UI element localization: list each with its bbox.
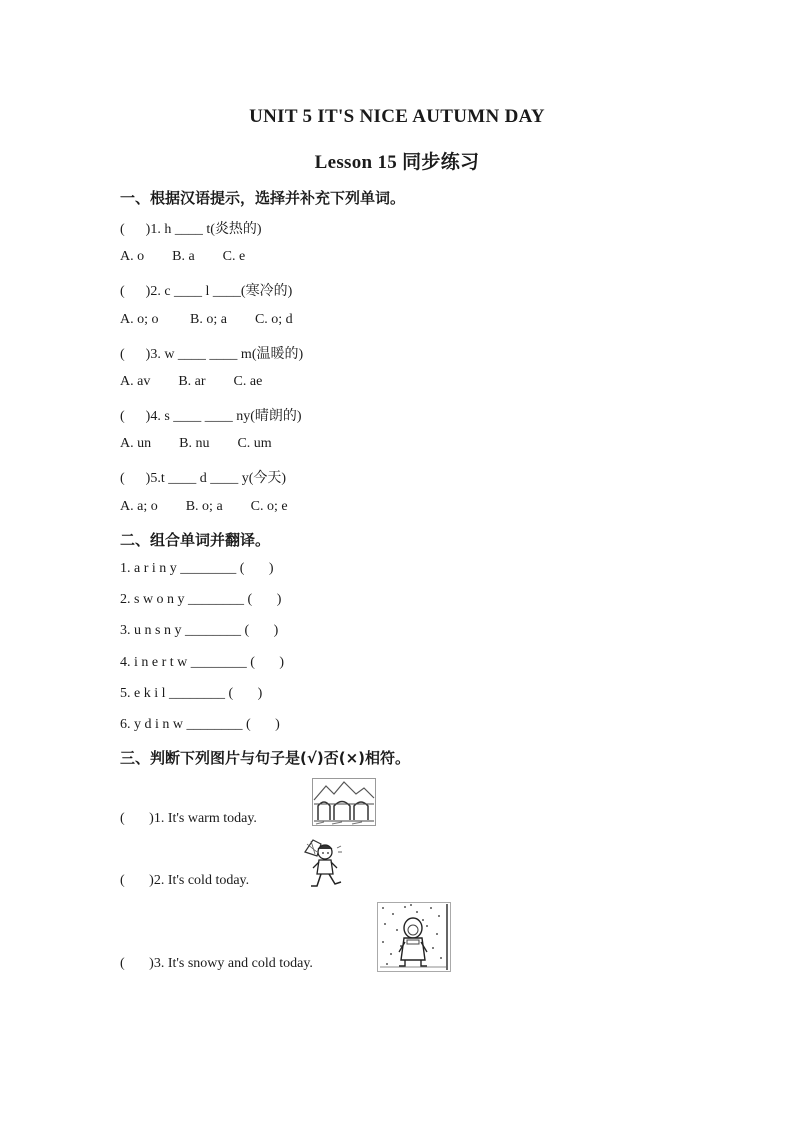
unscramble-item-3: 3. u n s n y ________ ( )	[120, 623, 279, 638]
question-3: ( )3. w ____ ____ m(温暖的)	[120, 347, 304, 362]
judge-item-2: ( )2. It's cold today.	[120, 873, 250, 888]
question-4: ( )4. s ____ ____ ny(晴朗的)	[120, 409, 302, 424]
cold-boy-icon	[301, 838, 345, 890]
unscramble-item-4: 4. i n e r t w ________ ( )	[120, 655, 285, 670]
unscramble-item-5: 5. e k i l ________ ( )	[120, 686, 263, 701]
options-3: A. av B. ar C. ae	[120, 374, 263, 389]
section-3-heading: 三、判断下列图片与句子是(√)否(×)相符。	[120, 749, 410, 767]
snowy-child-icon	[377, 902, 451, 972]
warm-scene-icon	[312, 778, 376, 826]
judge-item-3: ( )3. It's snowy and cold today.	[120, 956, 313, 971]
unscramble-item-6: 6. y d i n w ________ ( )	[120, 717, 280, 732]
unscramble-item-2: 2. s w o n y ________ ( )	[120, 592, 282, 607]
options-1: A. o B. a C. e	[120, 249, 246, 264]
section-1-heading: 一、根据汉语提示，选择并补充下列单词。	[120, 189, 406, 207]
page-subtitle: Lesson 15 同步练习	[314, 152, 480, 173]
options-4: A. un B. nu C. um	[120, 436, 272, 451]
options-2: A. o; o B. o; a C. o; d	[120, 312, 293, 327]
question-5: ( )5.t ____ d ____ y(今天)	[120, 471, 287, 486]
judge-item-1: ( )1. It's warm today.	[120, 811, 257, 826]
question-2: ( )2. c ____ l ____(寒冷的)	[120, 284, 293, 299]
question-1: ( )1. h ____ t(炎热的)	[120, 222, 262, 237]
options-5: A. a; o B. o; a C. o; e	[120, 499, 288, 514]
section-2-heading: 二、组合单词并翻译。	[120, 531, 271, 549]
page-title: UNIT 5 IT'S NICE AUTUMN DAY	[249, 106, 545, 127]
unscramble-item-1: 1. a r i n y ________ ( )	[120, 561, 274, 576]
